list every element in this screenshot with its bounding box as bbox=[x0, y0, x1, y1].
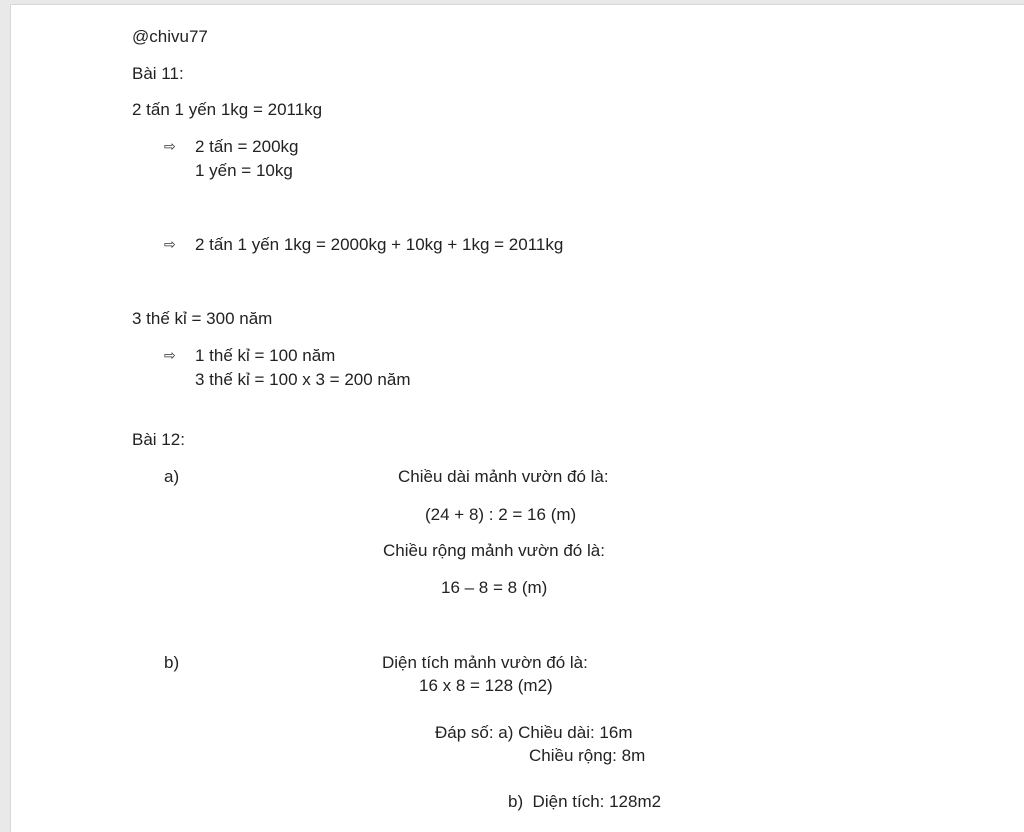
part-a-line3: Chiều rộng mảnh vườn đó là: bbox=[383, 541, 605, 560]
arrow-icon: ⇨ bbox=[164, 236, 176, 252]
part-a-label: a) bbox=[164, 467, 180, 486]
bai12-title: Bài 12: bbox=[132, 430, 185, 449]
bai11-line2: 3 thế kỉ = 300 năm bbox=[132, 309, 273, 328]
part-a-line2: (24 + 8) : 2 = 16 (m) bbox=[425, 505, 577, 524]
bai11-line1: 2 tấn 1 yến 1kg = 2011kg bbox=[132, 100, 323, 119]
bai11-sub4: 1 thế kỉ = 100 năm bbox=[195, 346, 336, 365]
answer-line1: Đáp số: a) Chiều dài: 16m bbox=[435, 723, 633, 742]
document-page bbox=[10, 4, 1024, 832]
answer-line2: Chiều rộng: 8m bbox=[529, 746, 646, 765]
author-handle: @chivu77 bbox=[132, 27, 208, 46]
bai11-sub2: 1 yến = 10kg bbox=[195, 161, 293, 180]
part-a-line1: Chiều dài mảnh vườn đó là: bbox=[398, 467, 609, 486]
bai11-sub1: 2 tấn = 200kg bbox=[195, 137, 299, 156]
part-b-line2: 16 x 8 = 128 (m2) bbox=[419, 676, 553, 695]
bai11-title: Bài 11: bbox=[132, 64, 184, 83]
part-b-label: b) bbox=[164, 653, 180, 672]
part-a-line4: 16 – 8 = 8 (m) bbox=[441, 578, 548, 597]
bai11-sub3: 2 tấn 1 yến 1kg = 2000kg + 10kg + 1kg = 2011kg bbox=[195, 235, 564, 254]
bai11-sub5: 3 thế kỉ = 100 x 3 = 200 năm bbox=[195, 370, 411, 389]
arrow-icon: ⇨ bbox=[164, 347, 176, 363]
answer-line3: b) Diện tích: 128m2 bbox=[508, 792, 662, 811]
arrow-icon: ⇨ bbox=[164, 138, 176, 154]
part-b-line1: Diện tích mảnh vườn đó là: bbox=[382, 653, 588, 672]
